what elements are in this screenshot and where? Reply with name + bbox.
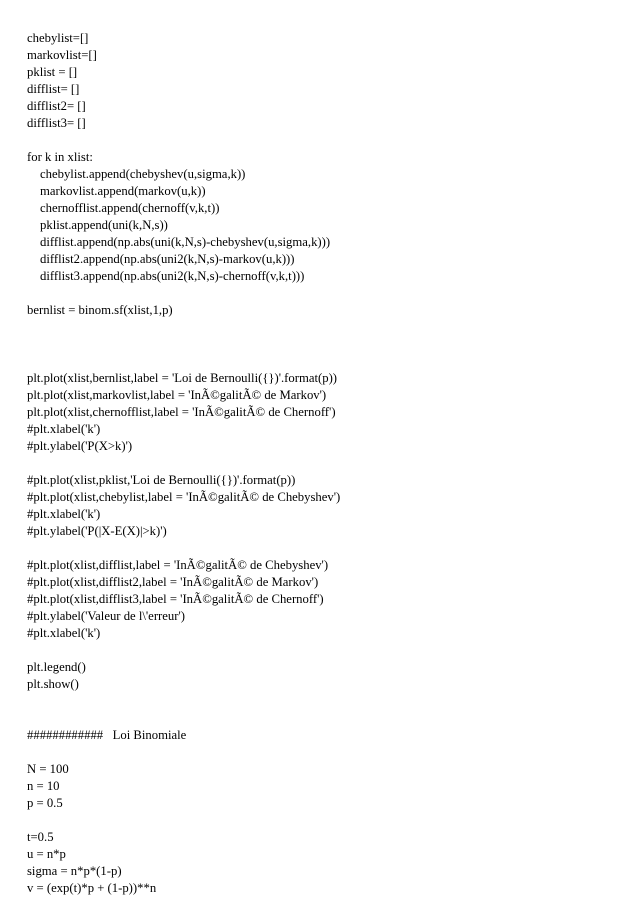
code-document bbox=[27, 30, 627, 897]
code-line: #plt.xlabel('k') bbox=[27, 422, 101, 436]
code-line: chebylist.append(chebyshev(u,sigma,k)) bbox=[40, 167, 246, 181]
code-line: plt.plot(xlist,chernofflist,label = 'InÃ©galitÃ© de Chernoff') bbox=[27, 405, 336, 419]
code-line: u = n*p bbox=[27, 847, 66, 861]
code-line: for k in xlist: bbox=[27, 150, 93, 164]
code-line: plt.legend() bbox=[27, 660, 86, 674]
code-line: N = 100 bbox=[27, 762, 69, 776]
code-line: pklist.append(uni(k,N,s)) bbox=[40, 218, 168, 232]
code-line: n = 10 bbox=[27, 779, 60, 793]
code-line: #plt.xlabel('k') bbox=[27, 626, 101, 640]
code-line: plt.show() bbox=[27, 677, 79, 691]
code-line: #plt.plot(xlist,difflist3,label = 'InÃ©galitÃ© de Chernoff') bbox=[27, 592, 324, 606]
code-line: difflist2= [] bbox=[27, 99, 86, 113]
blank-line bbox=[27, 319, 627, 336]
blank-line bbox=[27, 693, 627, 710]
code-line: plt.plot(xlist,markovlist,label = 'InÃ©galitÃ© de Markov') bbox=[27, 388, 327, 402]
code-line: difflist2.append(np.abs(uni2(k,N,s)-markov(u,k))) bbox=[40, 252, 295, 266]
blank-line bbox=[27, 744, 627, 761]
blank-line bbox=[27, 336, 627, 353]
code-line: difflist= [] bbox=[27, 82, 80, 96]
code-line: #plt.xlabel('k') bbox=[27, 507, 101, 521]
code-line: p = 0.5 bbox=[27, 796, 63, 810]
code-line: #plt.plot(xlist,chebylist,label = 'InÃ©galitÃ© de Chebyshev') bbox=[27, 490, 341, 504]
blank-line bbox=[27, 710, 627, 727]
code-line: plt.plot(xlist,bernlist,label = 'Loi de Bernoulli({})'.format(p)) bbox=[27, 371, 338, 385]
code-line: #plt.plot(xlist,difflist,label = 'InÃ©galitÃ© de Chebyshev') bbox=[27, 558, 329, 572]
code-line: markovlist=[] bbox=[27, 48, 97, 62]
blank-line bbox=[27, 540, 627, 557]
code-line: v = (exp(t)*p + (1-p))**n bbox=[27, 881, 157, 895]
code-line: #plt.ylabel('P(X>k)') bbox=[27, 439, 133, 453]
code-line: chernofflist.append(chernoff(v,k,t)) bbox=[40, 201, 220, 215]
code-line: difflist3.append(np.abs(uni2(k,N,s)-chernoff(v,k,t))) bbox=[40, 269, 305, 283]
code-line: difflist3= [] bbox=[27, 116, 86, 130]
code-line: #plt.ylabel('Valeur de l\'erreur') bbox=[27, 609, 185, 623]
code-line: markovlist.append(markov(u,k)) bbox=[40, 184, 206, 198]
blank-line bbox=[27, 642, 627, 659]
code-line: chebylist=[] bbox=[27, 31, 89, 45]
code-line: t=0.5 bbox=[27, 830, 54, 844]
code-line: #plt.plot(xlist,difflist2,label = 'InÃ©galitÃ© de Markov') bbox=[27, 575, 319, 589]
code-line: ############ Loi Binomiale bbox=[27, 728, 187, 742]
blank-line bbox=[27, 812, 627, 829]
code-line: #plt.ylabel('P(|X-E(X)|>k)') bbox=[27, 524, 167, 538]
code-line: difflist.append(np.abs(uni(k,N,s)-chebyshev(u,sigma,k))) bbox=[40, 235, 331, 249]
blank-line bbox=[27, 285, 627, 302]
blank-line bbox=[27, 455, 627, 472]
code-line: pklist = [] bbox=[27, 65, 78, 79]
blank-line bbox=[27, 132, 627, 149]
code-line: #plt.plot(xlist,pklist,'Loi de Bernoulli({})'.format(p)) bbox=[27, 473, 296, 487]
blank-line bbox=[27, 353, 627, 370]
code-line: bernlist = binom.sf(xlist,1,p) bbox=[27, 303, 173, 317]
code-line: sigma = n*p*(1-p) bbox=[27, 864, 122, 878]
